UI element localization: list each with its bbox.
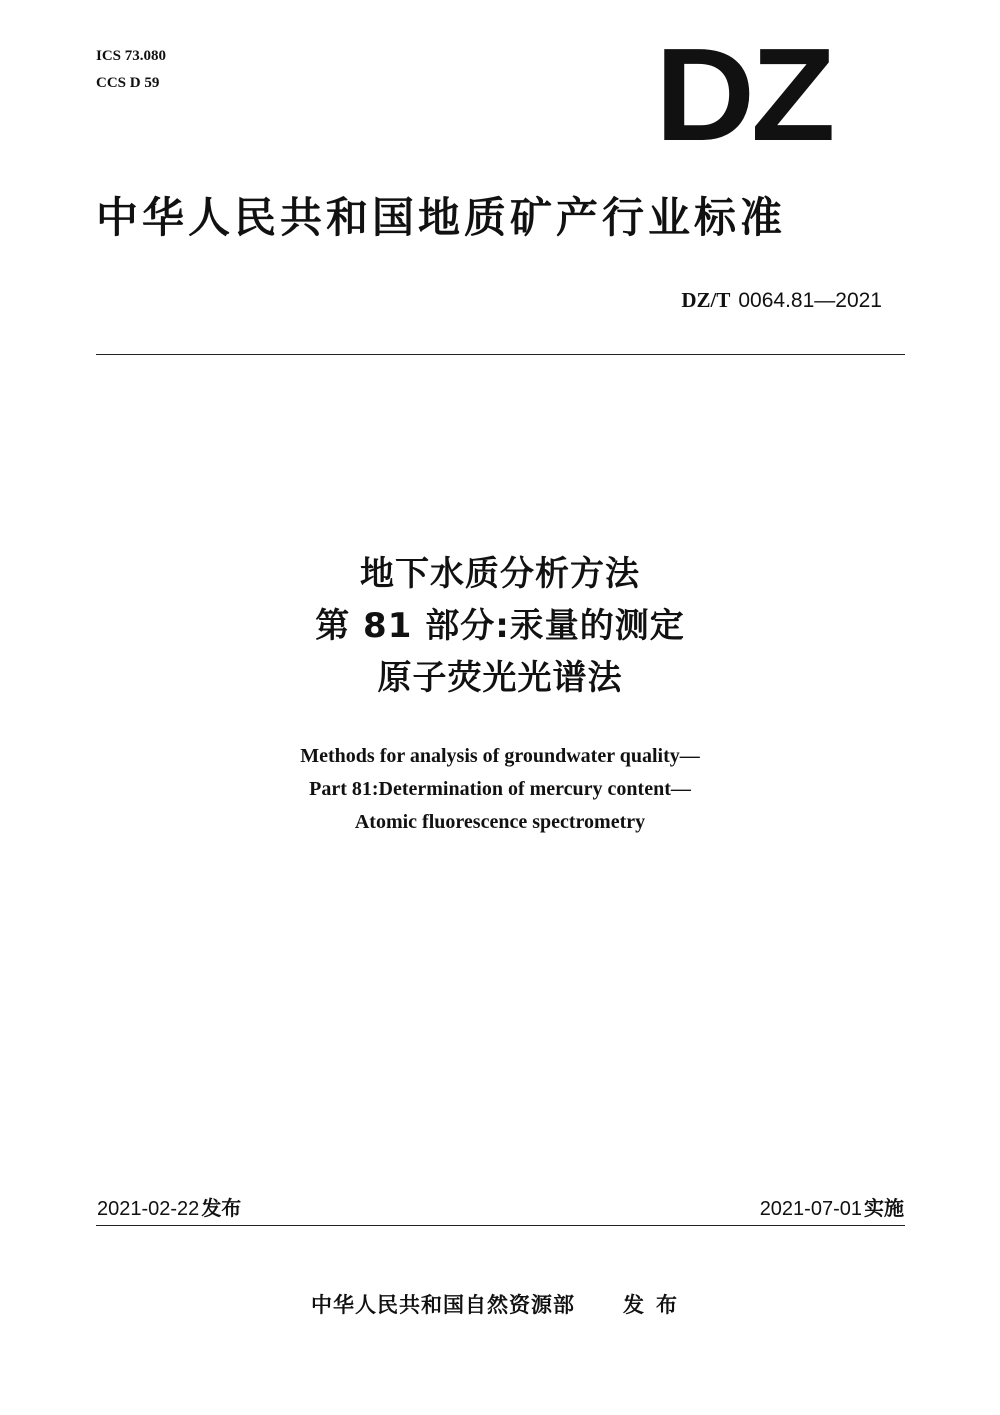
english-title-line-1: Methods for analysis of groundwater quality— bbox=[300, 745, 700, 767]
bottom-divider bbox=[96, 1225, 905, 1226]
issue-date-label: 发布 bbox=[201, 1196, 242, 1220]
chinese-title-line-1: 地下水质分析方法 bbox=[360, 554, 640, 594]
publisher-action: 发布 bbox=[623, 1293, 689, 1317]
issue-date-value: 2021-02-22 bbox=[97, 1198, 200, 1220]
publisher-name: 中华人民共和国自然资源部 bbox=[311, 1293, 575, 1317]
implementation-date bbox=[760, 1195, 904, 1222]
english-title bbox=[0, 740, 1000, 839]
chinese-title-line-2: 第 81 部分:汞量的测定 bbox=[315, 606, 685, 646]
standard-number bbox=[681, 286, 882, 315]
ics-code: ICS 73.080 bbox=[96, 48, 167, 64]
chinese-title-line-3: 原子荧光光谱法 bbox=[377, 658, 623, 698]
dz-logo: DZ bbox=[655, 44, 832, 146]
standard-title: 中华人民共和国地质矿产行业标准 bbox=[96, 193, 787, 242]
top-divider bbox=[96, 354, 905, 355]
english-title-line-3: Atomic fluorescence spectrometry bbox=[354, 811, 646, 833]
standard-number-value: 0064.81—2021 bbox=[738, 289, 882, 312]
publisher bbox=[0, 1290, 1000, 1320]
standard-number-prefix: DZ/T bbox=[681, 288, 731, 312]
implementation-date-value: 2021-07-01 bbox=[759, 1198, 862, 1220]
ccs-code: CCS D 59 bbox=[96, 75, 160, 91]
issue-date bbox=[97, 1195, 241, 1222]
english-title-line-2: Part 81:Determination of mercury content— bbox=[309, 778, 691, 800]
chinese-title bbox=[0, 548, 1000, 704]
implementation-date-label: 实施 bbox=[864, 1196, 904, 1220]
